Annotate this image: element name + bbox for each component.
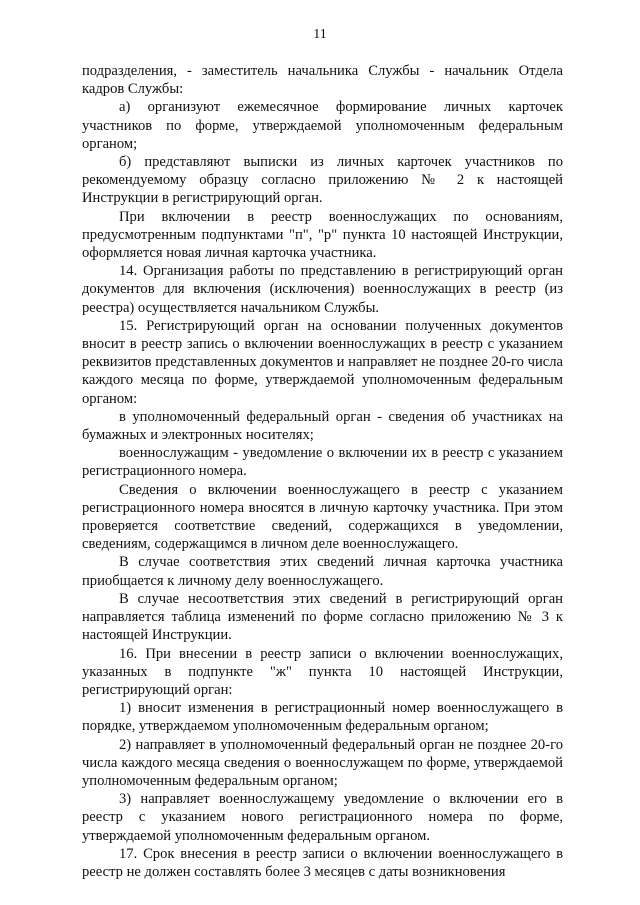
paragraph-servicemen-notice: военнослужащим - уведомление о включении их в реестр с указанием регистрационного номера. (82, 445, 563, 480)
paragraph-registration-info: Сведения о включении военнослужащего в реестр с указанием регистрационного номера вносятся в личную карточку участника. При этом проверяется соответствие сведений, содержащихся в уведомлении, сведениям, содержащимся в личном деле военнослужащего. (82, 481, 563, 553)
paragraph-item-3: 3) направляет военнослужащему уведомление о включении его в реестр с указанием нового регистрационного номера по форме, утверждаемой уполномоченным федеральным органом. (82, 791, 563, 844)
paragraph-continuation: подразделения, - заместитель начальника Службы - начальник Отдела кадров Службы: (82, 63, 563, 98)
paragraph-item-2: 2) направляет в уполномоченный федеральный орган не позднее 20-го числа каждого месяца сведения о военнослужащем по форме, утверждаемой уполномоченным федеральным органом; (82, 736, 563, 789)
paragraph-section-15: 15. Регистрирующий орган на основании полученных документов вносит в реестр запись о включении военнослужащих в реестр с указанием реквизитов представленных документов и направляет не позднее 20-го числа каждого месяца по форме, утверждаемой уполномоченным федеральным органом: (82, 317, 563, 407)
paragraph-federal-body: в уполномоченный федеральный орган - сведения об участниках на бумажных и электронных носителях; (82, 408, 563, 444)
paragraph-new-card: При включении в реестр военнослужащих по основаниям, предусмотренным подпунктами "п", "р" пункта 10 настоящей Инструкции, оформляется новая личная карточка участника. (82, 208, 563, 262)
paragraph-section-16: 16. При внесении в реестр записи о включении военнослужащих, указанных в подпункте "ж" пункта 10 настоящей Инструкции, регистрирующий орган: (82, 645, 563, 698)
paragraph-section-17: 17. Срок внесения в реестр записи о включении военнослужащего в реестр не должен составлять более 3 месяцев с даты возникновения (82, 845, 563, 880)
paragraph-match-case: В случае соответствия этих сведений личная карточка участника приобщается к личному делу военнослужащего. (82, 554, 563, 589)
document-body (82, 62, 563, 881)
paragraph-item-a: а) организуют ежемесячное формирование личных карточек участников по форме, утверждаемой уполномоченным федеральным органом; (82, 99, 563, 152)
paragraph-mismatch-case: В случае несоответствия этих сведений в регистрирующий орган направляется таблица изменений по форме согласно приложению № 3 к настоящей Инструкции. (82, 590, 563, 644)
paragraph-item-b: б) представляют выписки из личных карточек участников по рекомендуемому образцу согласно приложению № 2 к настоящей Инструкции в регистрирующий орган. (82, 154, 563, 207)
paragraph-section-14: 14. Организация работы по представлению в регистрирующий орган документов для включения (исключения) военнослужащих в реестр (из реестра) осуществляется начальником Службы. (82, 263, 563, 316)
page-number: 11 (313, 27, 327, 42)
paragraph-item-1: 1) вносит изменения в регистрационный номер военнослужащего в порядке, утверждаемом уполномоченным федеральным органом; (82, 700, 563, 735)
